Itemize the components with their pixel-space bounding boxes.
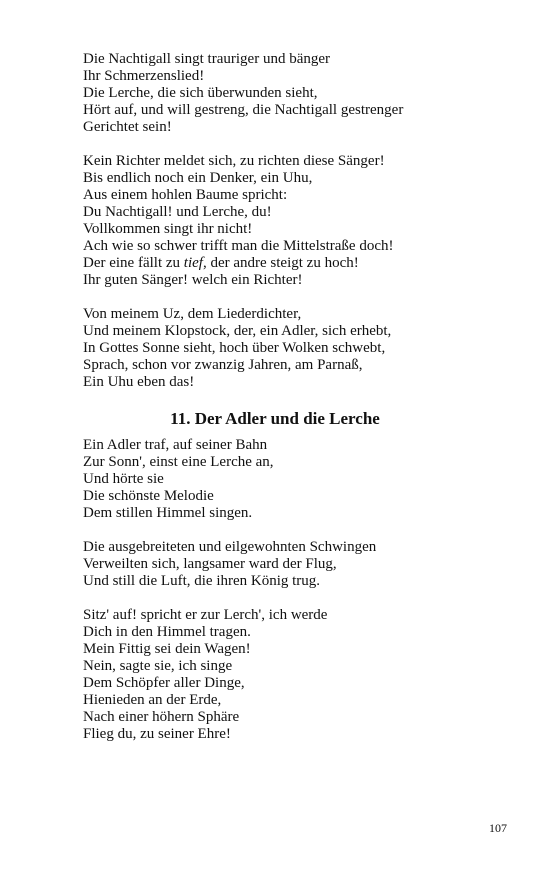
poem-line: Flieg du, zu seiner Ehre! [83, 726, 231, 742]
poem-line: Die schönste Melodie [83, 488, 214, 504]
poem-line: Dich in den Himmel tragen. [83, 624, 251, 640]
poem-stanza [83, 607, 327, 743]
poem-line: Und meinem Klopstock, der, ein Adler, sich erhebt, [83, 323, 392, 339]
poem-stanza [83, 437, 274, 522]
poem-line: Ihr Schmerzenslied! [83, 68, 205, 84]
poem-stanza [83, 539, 376, 590]
poem-line: Hienieden an der Erde, [83, 692, 222, 708]
page-number: 107 [489, 821, 507, 835]
poem-line: Dem Schöpfer aller Dinge, [83, 675, 245, 691]
poem-line: Du Nachtigall! und Lerche, du! [83, 204, 272, 220]
poem-line: Nach einer höhern Sphäre [83, 709, 240, 725]
poem-line: Ihr guten Sänger! welch ein Richter! [83, 272, 303, 288]
poem-line: Sitz' auf! spricht er zur Lerch', ich werde [83, 607, 328, 623]
poem-title: 11. Der Adler und die Lerche [170, 409, 380, 428]
poem-line: Sprach, schon vor zwanzig Jahren, am Parnaß, [83, 357, 363, 373]
poem-line: Kein Richter meldet sich, zu richten diese Sänger! [83, 153, 385, 169]
poem-stanza [83, 306, 391, 391]
poem-line: Gerichtet sein! [83, 119, 172, 135]
poem-line: Die Nachtigall singt trauriger und bänger [83, 51, 331, 67]
poem-line: Und hörte sie [83, 471, 164, 487]
poem-line: Von meinem Uz, dem Liederdichter, [83, 306, 302, 322]
poem-line: Mein Fittig sei dein Wagen! [83, 641, 251, 657]
poem-line: Die Lerche, die sich überwunden sieht, [83, 85, 318, 101]
poem-line: Zur Sonn', einst eine Lerche an, [83, 454, 274, 470]
poem-line: Die ausgebreiteten und eilgewohnten Schwingen [83, 539, 377, 555]
poem-stanza [83, 51, 403, 136]
poem-stanza [83, 153, 393, 289]
poem-line: Bis endlich noch ein Denker, ein Uhu, [83, 170, 313, 186]
poem-line: Und still die Luft, die ihren König trug. [83, 573, 321, 589]
poem-line: Aus einem hohlen Baume spricht: [83, 187, 288, 203]
poem-line: Ein Uhu eben das! [83, 374, 195, 390]
poem-line: Verweilten sich, langsamer ward der Flug, [83, 556, 337, 572]
poem-line: In Gottes Sonne sieht, hoch über Wolken schwebt, [83, 340, 386, 356]
poem-line: Nein, sagte sie, ich singe [83, 658, 233, 674]
poem-line: Vollkommen singt ihr nicht! [83, 221, 253, 237]
poem-line: Der eine fällt zu tief, der andre steigt zu hoch! [83, 255, 359, 271]
poem-line: Dem stillen Himmel singen. [83, 505, 253, 521]
poem-line: Ach wie so schwer trifft man die Mittelstraße doch! [83, 238, 394, 254]
poem-line: Hört auf, und will gestreng, die Nachtigall gestrenger [83, 102, 404, 118]
poem-line: Ein Adler traf, auf seiner Bahn [83, 437, 268, 453]
